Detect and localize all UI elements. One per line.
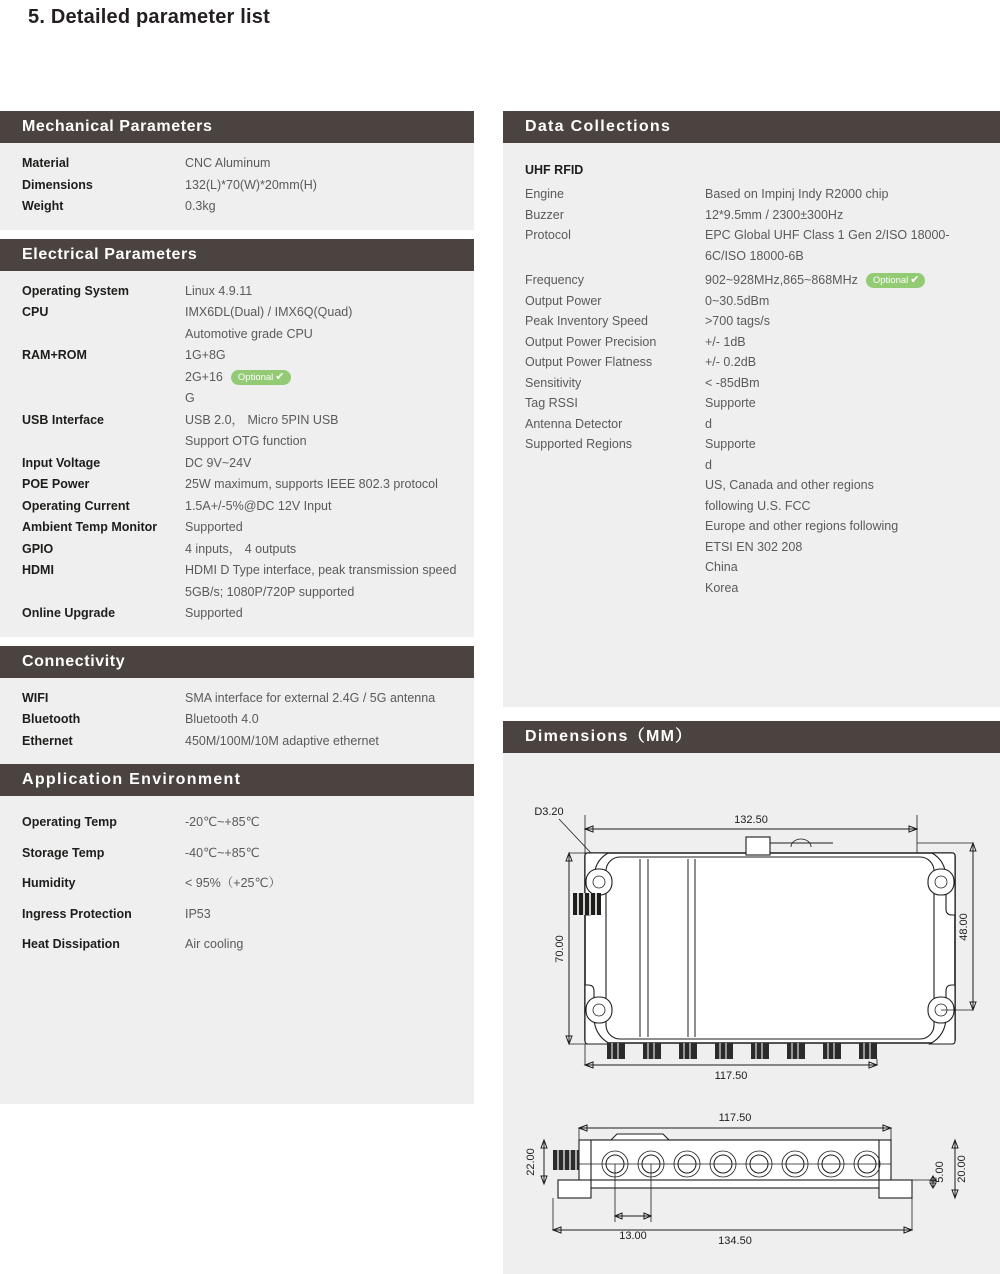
table-row — [0, 302, 474, 345]
row-key: WIFI — [22, 690, 49, 705]
row-value: 1.5A+/-5%@DC 12V Input — [185, 498, 332, 513]
row-value: IMX6DL(Dual) / IMX6Q(Quad) Automotive grade CPU — [185, 305, 353, 341]
row-value: < -85dBm — [705, 375, 760, 390]
optional-badge: Optional ✔ — [231, 370, 291, 385]
row-value-line-with-badge: 2G+16 Optional ✔ — [185, 367, 466, 389]
table-row — [503, 373, 1000, 394]
row-value: -40℃~+85℃ — [185, 845, 260, 860]
section-connectivity — [0, 646, 474, 765]
row-key: Output Power Flatness — [525, 355, 653, 369]
row-key: Frequency — [525, 273, 585, 287]
row-key: Online Upgrade — [22, 606, 116, 620]
row-value: 25W maximum, supports IEEE 802.3 protocol — [185, 477, 438, 491]
table-row — [503, 414, 1000, 435]
row-key: GPIO — [22, 541, 54, 556]
row-value-with-badge: 902~928MHz,865~868MHz Optional ✔ — [705, 270, 992, 291]
row-value: >700 tags/s — [705, 314, 770, 328]
table-row — [0, 812, 474, 834]
row-key: CPU — [22, 305, 49, 319]
row-value: Bluetooth 4.0 — [185, 712, 259, 726]
section-mechanical-parameters — [0, 111, 474, 230]
row-key: Operating Current — [22, 498, 130, 513]
row-value: Linux 4.9.11 — [185, 283, 253, 298]
row-value: 132(L)*70(W)*20mm(H) — [185, 177, 317, 192]
row-key: Humidity — [22, 876, 76, 890]
table-row — [503, 291, 1000, 312]
table-row — [0, 843, 474, 865]
section-body-data-collections — [503, 143, 1000, 610]
check-icon: ✔ — [275, 370, 285, 383]
table-row — [0, 603, 474, 625]
top-view-drawing — [503, 757, 1000, 1082]
row-value: Supporte — [705, 396, 756, 410]
dim-label-20-00: 20.00 — [956, 1155, 968, 1183]
row-key: HDMI — [22, 563, 54, 577]
table-row — [0, 281, 474, 303]
table-row — [0, 517, 474, 539]
table-row — [0, 731, 474, 753]
row-value: CNC Aluminum — [185, 156, 271, 170]
row-key: POE Power — [22, 477, 90, 491]
section-application-environment — [0, 764, 474, 1104]
row-key: Storage Temp — [22, 845, 105, 860]
table-row — [0, 709, 474, 731]
table-row — [0, 410, 474, 453]
dim-label-117-50-side: 117.50 — [718, 1112, 752, 1124]
row-key: Engine — [525, 187, 564, 201]
row-key: Protocol — [525, 228, 571, 242]
section-body-mechanical — [0, 143, 474, 230]
row-value: Supported — [185, 520, 243, 534]
section-header-dimensions: Dimensions（MM） — [503, 721, 1000, 753]
row-key: Supported Regions — [525, 437, 633, 451]
row-value: -20℃~+85℃ — [185, 815, 260, 829]
dimensions-drawings — [503, 753, 1000, 1266]
section-body-application-environment — [0, 796, 474, 968]
table-row — [0, 873, 474, 895]
section-header-electrical: Electrical Parameters — [0, 239, 474, 271]
section-electrical-parameters — [0, 239, 474, 637]
dim-label-5-00: 5.00 — [934, 1161, 946, 1183]
row-value: 12*9.5mm / 2300±300Hz — [705, 207, 844, 222]
row-value: SMA interface for external 2.4G / 5G antenna — [185, 690, 436, 705]
row-key: Sensitivity — [525, 375, 582, 390]
table-row — [0, 688, 474, 710]
section-divider — [0, 637, 474, 646]
row-key: Output Power — [525, 293, 602, 308]
row-value: 1G+8G 2G+16 Optional ✔ G — [185, 345, 466, 410]
section-header-connectivity: Connectivity — [0, 646, 474, 678]
section-header-mechanical: Mechanical Parameters — [0, 111, 474, 143]
dim-label-134-50: 134.50 — [718, 1235, 752, 1247]
page-title: 5. Detailed parameter list — [28, 6, 270, 28]
dim-label-13-00: 13.00 — [619, 1230, 647, 1242]
row-key: Peak Inventory Speed — [525, 314, 648, 328]
row-value: Air cooling — [185, 937, 244, 951]
row-key: Ambient Temp Monitor — [22, 520, 158, 534]
row-key: Input Voltage — [22, 455, 101, 470]
row-value: EPC Global UHF Class 1 Gen 2/ISO 18000- 6C/ISO 18000-6B — [705, 228, 950, 263]
row-value: 0.3kg — [185, 199, 216, 213]
row-key: Operating System — [22, 283, 129, 298]
section-body-connectivity — [0, 678, 474, 765]
row-value: Supporte — [705, 437, 756, 451]
row-value: d — [705, 416, 712, 431]
row-key: Output Power Precision — [525, 334, 657, 349]
left-column — [0, 111, 474, 1274]
check-icon: ✔ — [910, 274, 920, 287]
optional-badge: Optional ✔ — [866, 273, 926, 288]
row-key: USB Interface — [22, 412, 104, 427]
row-key: Dimensions — [22, 177, 93, 192]
section-data-collections — [503, 111, 1000, 707]
table-row — [503, 205, 1000, 226]
row-value: 0~30.5dBm — [705, 293, 770, 308]
table-row — [0, 934, 474, 956]
row-key: Heat Dissipation — [22, 937, 120, 951]
row-value: IP53 — [185, 906, 211, 921]
section-dimensions — [503, 721, 1000, 1274]
table-row — [503, 225, 1000, 266]
row-key: Ingress Protection — [22, 906, 132, 921]
row-key: Ethernet — [22, 733, 73, 748]
row-value: 4 inputs， 4 outputs — [185, 541, 297, 556]
table-row — [0, 474, 474, 496]
table-row — [0, 453, 474, 475]
row-key: Buzzer — [525, 207, 564, 222]
supported-regions-list: d US, Canada and other regions following U.S. FCC Europe and other regions following ETSI EN 302 208 China Korea — [705, 457, 899, 595]
row-key: Operating Temp — [22, 815, 117, 829]
side-view-drawing — [503, 1096, 1000, 1256]
table-row — [503, 332, 1000, 353]
row-key: Weight — [22, 199, 64, 213]
table-row — [503, 352, 1000, 373]
table-row — [0, 560, 474, 603]
table-row — [0, 153, 474, 175]
table-row — [0, 904, 474, 926]
row-key: Material — [22, 156, 70, 170]
table-row — [0, 345, 474, 410]
subsection-uhf-rfid: UHF RFID — [525, 163, 584, 177]
row-key: Antenna Detector — [525, 416, 623, 431]
row-value: +/- 0.2dB — [705, 355, 757, 369]
row-key: RAM+ROM — [22, 348, 87, 362]
dim-label-70-00: 70.00 — [554, 935, 566, 963]
dim-label-117-50-top: 117.50 — [714, 1070, 748, 1082]
row-value: 450M/100M/10M adaptive ethernet — [185, 733, 379, 748]
table-row — [503, 434, 1000, 455]
row-value: +/- 1dB — [705, 334, 746, 349]
table-row — [503, 393, 1000, 414]
table-row — [0, 196, 474, 218]
section-header-application-environment: Application Environment — [0, 764, 474, 796]
row-value: Supported — [185, 606, 243, 620]
row-value: USB 2.0， Micro 5PIN USB Support OTG function — [185, 412, 339, 448]
dim-label-48-00: 48.00 — [958, 913, 970, 941]
section-divider — [0, 230, 474, 239]
row-key: Tag RSSI — [525, 396, 578, 410]
row-value: Based on Impinj Indy R2000 chip — [705, 187, 889, 201]
table-row — [0, 496, 474, 518]
table-row — [503, 311, 1000, 332]
right-column — [503, 111, 1000, 1274]
section-divider — [503, 707, 1000, 721]
table-row — [503, 184, 1000, 205]
section-body-electrical — [0, 271, 474, 637]
section-header-data-collections: Data Collections — [503, 111, 1000, 143]
row-value: HDMI D Type interface, peak transmission speed 5GB/s; 1080P/720P supported — [185, 563, 457, 599]
dim-label-22-00: 22.00 — [525, 1148, 537, 1176]
table-row — [0, 175, 474, 197]
row-value: DC 9V~24V — [185, 455, 252, 470]
dim-label-d3-20: D3.20 — [534, 806, 564, 818]
table-row — [0, 539, 474, 561]
dim-label-132-50: 132.50 — [734, 814, 768, 826]
table-row — [503, 270, 1000, 291]
row-key: Bluetooth — [22, 712, 81, 726]
row-value: < 95%（+25℃） — [185, 876, 282, 890]
